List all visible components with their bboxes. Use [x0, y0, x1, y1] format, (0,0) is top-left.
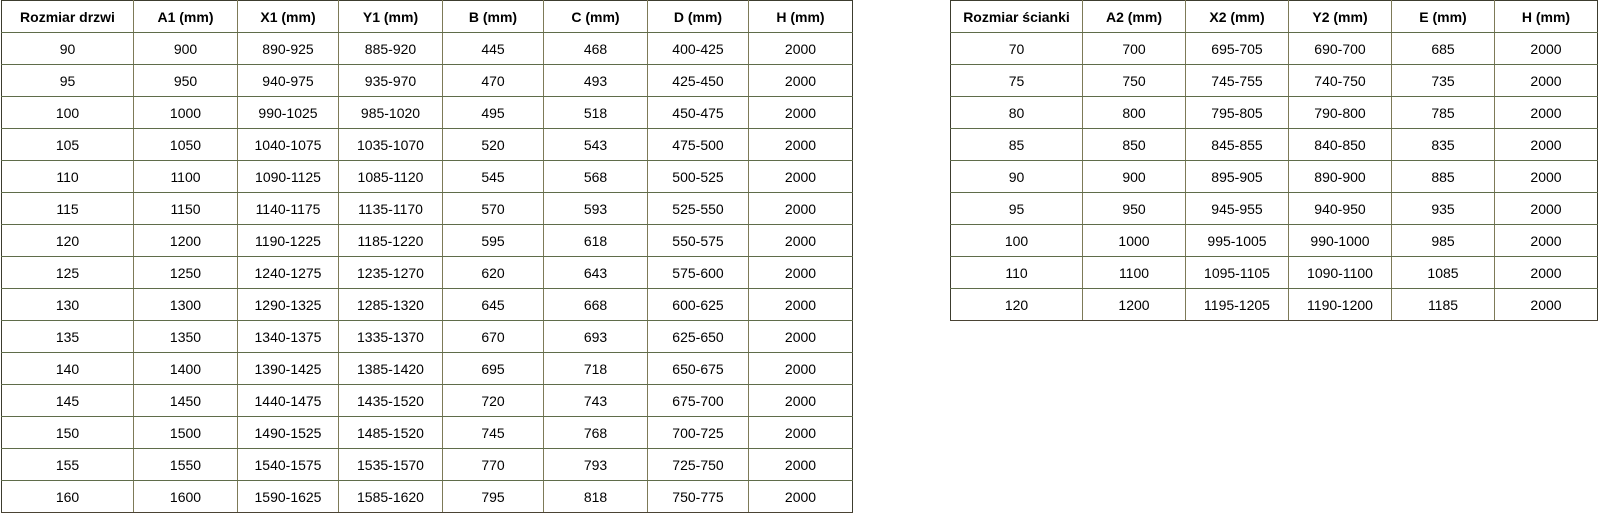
table-cell: 1100 [1083, 257, 1186, 289]
table-cell: 1540-1575 [238, 449, 339, 481]
table-cell: 2000 [749, 225, 853, 257]
wall-size-table-body [951, 33, 1598, 321]
table-cell: 1090-1100 [1289, 257, 1392, 289]
table-cell: 1190-1200 [1289, 289, 1392, 321]
table-cell: 2000 [749, 289, 853, 321]
table-cell: 160 [2, 481, 134, 513]
table-cell: 518 [544, 97, 648, 129]
table-cell: 2000 [749, 449, 853, 481]
table-row [2, 65, 853, 97]
table-cell: 618 [544, 225, 648, 257]
table-cell: 400-425 [648, 33, 749, 65]
table-cell: 1150 [134, 193, 238, 225]
table-row [951, 289, 1598, 321]
table-cell: 1285-1320 [339, 289, 443, 321]
table-cell: 155 [2, 449, 134, 481]
table-cell: 800 [1083, 97, 1186, 129]
table-cell: 885-920 [339, 33, 443, 65]
table-cell: 1185 [1392, 289, 1495, 321]
table-cell: 1085 [1392, 257, 1495, 289]
table-cell: 668 [544, 289, 648, 321]
table-row [951, 33, 1598, 65]
table-cell: 1535-1570 [339, 449, 443, 481]
table-cell: 2000 [1495, 129, 1598, 161]
table-cell: 543 [544, 129, 648, 161]
table-cell: 1240-1275 [238, 257, 339, 289]
header-row [951, 1, 1598, 33]
table-cell: 650-675 [648, 353, 749, 385]
table-cell: 1050 [134, 129, 238, 161]
table-cell: 2000 [749, 97, 853, 129]
table-cell: 940-975 [238, 65, 339, 97]
table-cell: 2000 [749, 353, 853, 385]
table-cell: 1185-1220 [339, 225, 443, 257]
table-cell: 1490-1525 [238, 417, 339, 449]
table-cell: 950 [1083, 193, 1186, 225]
table-cell: 743 [544, 385, 648, 417]
table-cell: 1235-1270 [339, 257, 443, 289]
wall-size-table-header [951, 1, 1598, 33]
column-header: X2 (mm) [1186, 1, 1289, 33]
table-cell: 2000 [749, 193, 853, 225]
table-cell: 575-600 [648, 257, 749, 289]
door-size-table-header [2, 1, 853, 33]
table-cell: 745 [443, 417, 544, 449]
table-cell: 895-905 [1186, 161, 1289, 193]
table-cell: 120 [951, 289, 1083, 321]
table-cell: 140 [2, 353, 134, 385]
table-cell: 940-950 [1289, 193, 1392, 225]
table-cell: 593 [544, 193, 648, 225]
table-cell: 790-800 [1289, 97, 1392, 129]
table-cell: 1400 [134, 353, 238, 385]
table-cell: 90 [2, 33, 134, 65]
table-cell: 1000 [1083, 225, 1186, 257]
column-header: Y2 (mm) [1289, 1, 1392, 33]
table-cell: 1000 [134, 97, 238, 129]
column-header: Y1 (mm) [339, 1, 443, 33]
table-row [951, 97, 1598, 129]
table-cell: 2000 [749, 385, 853, 417]
table-cell: 495 [443, 97, 544, 129]
table-cell: 2000 [1495, 65, 1598, 97]
table-cell: 1450 [134, 385, 238, 417]
table-row [2, 161, 853, 193]
table-cell: 795 [443, 481, 544, 513]
table-cell: 818 [544, 481, 648, 513]
table-row [951, 193, 1598, 225]
table-cell: 125 [2, 257, 134, 289]
table-cell: 2000 [749, 481, 853, 513]
table-cell: 890-925 [238, 33, 339, 65]
wall-size-table [950, 0, 1598, 321]
table-cell: 1135-1170 [339, 193, 443, 225]
table-cell: 475-500 [648, 129, 749, 161]
table-cell: 2000 [749, 417, 853, 449]
column-header: H (mm) [749, 1, 853, 33]
table-cell: 620 [443, 257, 544, 289]
table-cell: 1290-1325 [238, 289, 339, 321]
table-cell: 990-1000 [1289, 225, 1392, 257]
table-cell: 595 [443, 225, 544, 257]
table-cell: 2000 [1495, 193, 1598, 225]
table-cell: 1440-1475 [238, 385, 339, 417]
table-cell: 1590-1625 [238, 481, 339, 513]
table-cell: 735 [1392, 65, 1495, 97]
table-cell: 1195-1205 [1186, 289, 1289, 321]
table-row [2, 385, 853, 417]
table-row [951, 225, 1598, 257]
table-cell: 2000 [749, 129, 853, 161]
table-cell: 645 [443, 289, 544, 321]
door-size-table [1, 0, 853, 513]
table-cell: 900 [134, 33, 238, 65]
table-cell: 2000 [1495, 225, 1598, 257]
table-cell: 1385-1420 [339, 353, 443, 385]
table-cell: 720 [443, 385, 544, 417]
table-cell: 145 [2, 385, 134, 417]
table-cell: 768 [544, 417, 648, 449]
column-header: Rozmiar ścianki [951, 1, 1083, 33]
table-row [2, 481, 853, 513]
table-cell: 695-705 [1186, 33, 1289, 65]
table-cell: 950 [134, 65, 238, 97]
table-cell: 945-955 [1186, 193, 1289, 225]
table-cell: 550-575 [648, 225, 749, 257]
table-cell: 2000 [749, 33, 853, 65]
table-cell: 115 [2, 193, 134, 225]
column-header: X1 (mm) [238, 1, 339, 33]
column-header: E (mm) [1392, 1, 1495, 33]
table-cell: 90 [951, 161, 1083, 193]
table-cell: 740-750 [1289, 65, 1392, 97]
table-cell: 150 [2, 417, 134, 449]
table-cell: 1040-1075 [238, 129, 339, 161]
table-cell: 2000 [1495, 161, 1598, 193]
table-cell: 725-750 [648, 449, 749, 481]
table-cell: 130 [2, 289, 134, 321]
table-cell: 1435-1520 [339, 385, 443, 417]
column-header: C (mm) [544, 1, 648, 33]
table-cell: 520 [443, 129, 544, 161]
table-cell: 885 [1392, 161, 1495, 193]
table-cell: 935 [1392, 193, 1495, 225]
table-cell: 120 [2, 225, 134, 257]
table-row [2, 353, 853, 385]
table-cell: 2000 [1495, 97, 1598, 129]
table-cell: 985 [1392, 225, 1495, 257]
table-cell: 1090-1125 [238, 161, 339, 193]
table-cell: 135 [2, 321, 134, 353]
table-cell: 2000 [1495, 289, 1598, 321]
table-row [2, 321, 853, 353]
table-cell: 675-700 [648, 385, 749, 417]
table-cell: 670 [443, 321, 544, 353]
table-cell: 1600 [134, 481, 238, 513]
table-cell: 845-855 [1186, 129, 1289, 161]
table-row [2, 289, 853, 321]
table-row [2, 129, 853, 161]
table-cell: 695 [443, 353, 544, 385]
table-row [2, 225, 853, 257]
table-cell: 95 [2, 65, 134, 97]
table-cell: 2000 [749, 65, 853, 97]
table-cell: 770 [443, 449, 544, 481]
table-row [951, 129, 1598, 161]
table-cell: 75 [951, 65, 1083, 97]
table-cell: 835 [1392, 129, 1495, 161]
column-header: B (mm) [443, 1, 544, 33]
table-cell: 1200 [1083, 289, 1186, 321]
table-cell: 500-525 [648, 161, 749, 193]
table-cell: 1085-1120 [339, 161, 443, 193]
table-row [2, 33, 853, 65]
table-cell: 990-1025 [238, 97, 339, 129]
table-cell: 450-475 [648, 97, 749, 129]
table-cell: 995-1005 [1186, 225, 1289, 257]
table-cell: 1350 [134, 321, 238, 353]
table-row [2, 257, 853, 289]
table-cell: 750-775 [648, 481, 749, 513]
table-cell: 545 [443, 161, 544, 193]
table-cell: 900 [1083, 161, 1186, 193]
table-row [951, 161, 1598, 193]
table-cell: 1500 [134, 417, 238, 449]
table-cell: 70 [951, 33, 1083, 65]
table-cell: 2000 [749, 161, 853, 193]
table-cell: 600-625 [648, 289, 749, 321]
table-cell: 445 [443, 33, 544, 65]
table-row [2, 449, 853, 481]
table-cell: 570 [443, 193, 544, 225]
table-cell: 1190-1225 [238, 225, 339, 257]
door-size-table-body [2, 33, 853, 513]
table-cell: 625-650 [648, 321, 749, 353]
table-cell: 1100 [134, 161, 238, 193]
table-cell: 100 [2, 97, 134, 129]
table-row [2, 193, 853, 225]
column-header: A2 (mm) [1083, 1, 1186, 33]
table-cell: 1340-1375 [238, 321, 339, 353]
table-cell: 425-450 [648, 65, 749, 97]
table-cell: 718 [544, 353, 648, 385]
table-cell: 1585-1620 [339, 481, 443, 513]
table-cell: 470 [443, 65, 544, 97]
table-cell: 935-970 [339, 65, 443, 97]
table-cell: 80 [951, 97, 1083, 129]
column-header: A1 (mm) [134, 1, 238, 33]
table-row [951, 257, 1598, 289]
table-cell: 1390-1425 [238, 353, 339, 385]
table-cell: 85 [951, 129, 1083, 161]
column-header: H (mm) [1495, 1, 1598, 33]
table-cell: 1200 [134, 225, 238, 257]
table-cell: 2000 [1495, 33, 1598, 65]
table-cell: 568 [544, 161, 648, 193]
table-cell: 700-725 [648, 417, 749, 449]
table-cell: 745-755 [1186, 65, 1289, 97]
table-cell: 785 [1392, 97, 1495, 129]
table-cell: 850 [1083, 129, 1186, 161]
table-cell: 793 [544, 449, 648, 481]
table-cell: 690-700 [1289, 33, 1392, 65]
table-cell: 1140-1175 [238, 193, 339, 225]
table-cell: 1250 [134, 257, 238, 289]
table-cell: 110 [2, 161, 134, 193]
table-cell: 985-1020 [339, 97, 443, 129]
table-cell: 1095-1105 [1186, 257, 1289, 289]
table-cell: 1550 [134, 449, 238, 481]
table-cell: 2000 [749, 257, 853, 289]
table-cell: 890-900 [1289, 161, 1392, 193]
table-cell: 110 [951, 257, 1083, 289]
column-header: D (mm) [648, 1, 749, 33]
table-cell: 1300 [134, 289, 238, 321]
table-cell: 468 [544, 33, 648, 65]
table-cell: 693 [544, 321, 648, 353]
table-cell: 2000 [749, 321, 853, 353]
table-cell: 100 [951, 225, 1083, 257]
table-row [2, 97, 853, 129]
table-cell: 105 [2, 129, 134, 161]
table-cell: 1035-1070 [339, 129, 443, 161]
table-cell: 840-850 [1289, 129, 1392, 161]
table-cell: 1335-1370 [339, 321, 443, 353]
table-cell: 525-550 [648, 193, 749, 225]
column-header: Rozmiar drzwi [2, 1, 134, 33]
table-cell: 643 [544, 257, 648, 289]
table-row [2, 417, 853, 449]
table-cell: 750 [1083, 65, 1186, 97]
table-cell: 795-805 [1186, 97, 1289, 129]
table-cell: 493 [544, 65, 648, 97]
header-row [2, 1, 853, 33]
table-row [951, 65, 1598, 97]
table-cell: 700 [1083, 33, 1186, 65]
table-cell: 685 [1392, 33, 1495, 65]
table-cell: 95 [951, 193, 1083, 225]
table-cell: 2000 [1495, 257, 1598, 289]
table-cell: 1485-1520 [339, 417, 443, 449]
